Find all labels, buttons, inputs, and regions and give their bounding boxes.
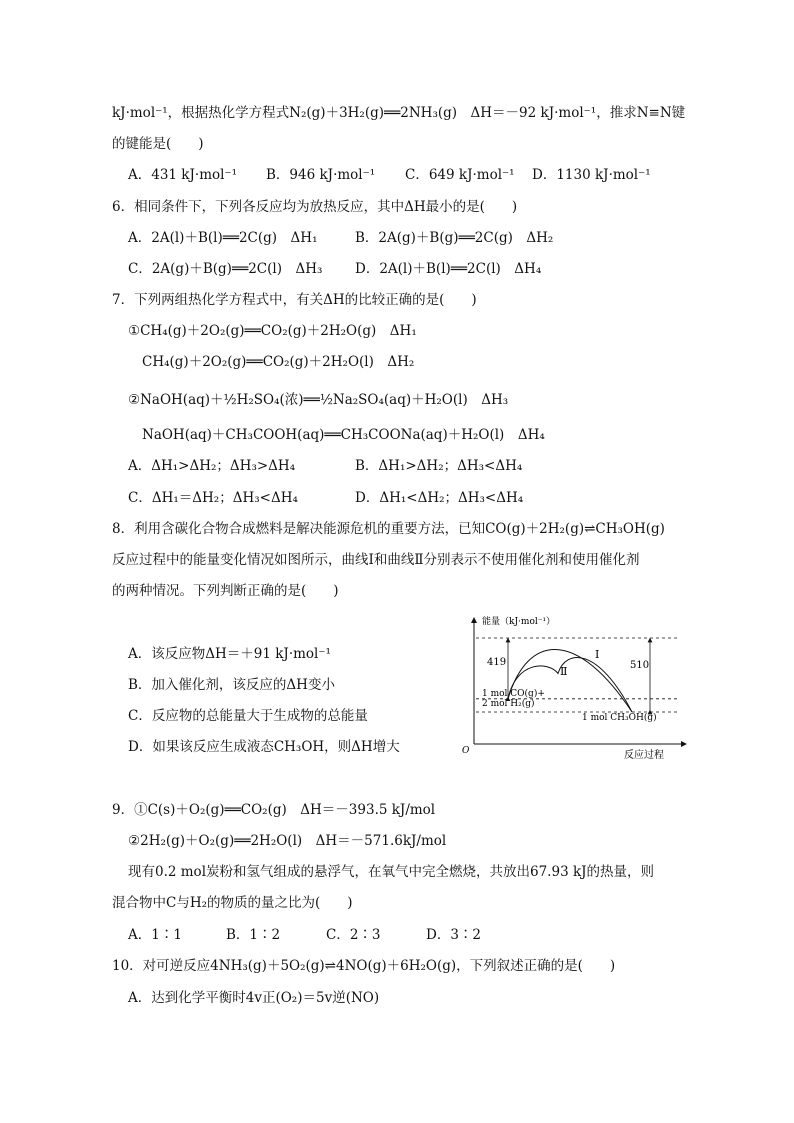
origin-label: O <box>462 746 470 756</box>
y-axis-label: 能量（kJ·mol⁻¹） <box>482 617 556 627</box>
q8-option-a[interactable]: A．该反应物ΔH＝＋91 kJ·mol⁻¹ <box>128 646 331 662</box>
q6-option-c[interactable]: C．2A(g)＋B(g)══2C(l) ΔH₃ <box>128 261 323 277</box>
product-label: 1 mol CH₃OH(g) <box>582 713 657 723</box>
reactant-label-2: 2 mol H₂(g) <box>482 699 535 709</box>
q7-option-d[interactable]: D．ΔH₁<ΔH₂；ΔH₃<ΔH₄ <box>355 490 524 506</box>
q6-stem: 6．相同条件下，下列各反应均为放热反应，其中ΔH最小的是( ) <box>112 199 518 215</box>
q7-equation-4: NaOH(aq)＋CH₃COOH(aq)══CH₃COONa(aq)＋H₂O(l) ΔH₄ <box>142 427 545 443</box>
q9-option-a[interactable]: A．1∶1 <box>128 927 182 943</box>
q6-option-b[interactable]: B．2A(g)＋B(g)══2C(g) ΔH₂ <box>355 230 554 246</box>
q5-option-d[interactable]: D．1130 kJ·mol⁻¹ <box>532 167 651 183</box>
q5-option-a[interactable]: A．431 kJ·mol⁻¹ <box>128 167 237 183</box>
q6-option-d[interactable]: D．2A(l)＋B(l)══2C(l) ΔH₄ <box>355 261 542 277</box>
q7-equation-1: ①CH₄(g)＋2O₂(g)══CO₂(g)＋2H₂O(g) ΔH₁ <box>128 323 417 339</box>
q5-line1: kJ·mol⁻¹，根据热化学方程式N₂(g)＋3H₂(g)══2NH₃(g) ΔH＝－92 kJ·mol⁻¹，推求N≡N键 <box>112 105 686 121</box>
energy-510-label: 510 <box>630 660 650 671</box>
q8-stem-line2: 反应过程中的能量变化情况如图所示，曲线Ⅰ和曲线Ⅱ分别表示不使用催化剂和使用催化剂 <box>112 552 640 568</box>
q7-stem: 7．下列两组热化学方程式中，有关ΔH的比较正确的是( ) <box>112 292 477 308</box>
q9-equation-1: 9．①C(s)＋O₂(g)══CO₂(g) ΔH＝－393.5 kJ/mol <box>112 802 436 818</box>
q7-equation-3: ②NaOH(aq)＋½H₂SO₄(浓)══½Na₂SO₄(aq)＋H₂O(l) ΔH₃ <box>128 392 509 408</box>
q9-option-c[interactable]: C．2∶3 <box>326 927 381 943</box>
curve-II-label: Ⅱ <box>560 665 568 678</box>
q7-equation-2: CH₄(g)＋2O₂(g)══CO₂(g)＋2H₂O(l) ΔH₂ <box>142 354 415 370</box>
q5-line2: 的键能是( ) <box>112 136 204 152</box>
energy-diagram <box>462 612 692 762</box>
reactant-label-1: 1 mol CO(g)+ <box>482 689 545 699</box>
q5-option-b[interactable]: B．946 kJ·mol⁻¹ <box>266 167 376 183</box>
q8-stem-line3: 的两种情况。下列判断正确的是( ) <box>112 583 339 599</box>
q8-option-d[interactable]: D．如果该反应生成液态CH₃OH，则ΔH增大 <box>128 739 400 755</box>
q8-stem-line1: 8．利用含碳化合物合成燃料是解决能源危机的重要方法，已知CO(g)＋2H₂(g)⇌CH₃OH(g) <box>112 521 665 537</box>
q9-option-d[interactable]: D．3∶2 <box>426 927 482 943</box>
curve-I-label: Ⅰ <box>595 648 600 661</box>
energy-419-label: 419 <box>487 657 507 668</box>
q7-option-c[interactable]: C．ΔH₁＝ΔH₂；ΔH₃<ΔH₄ <box>128 490 298 506</box>
q7-option-b[interactable]: B．ΔH₁>ΔH₂；ΔH₃<ΔH₄ <box>355 458 523 474</box>
q8-option-b[interactable]: B．加入催化剂，该反应的ΔH变小 <box>128 677 335 693</box>
q9-stem-line2: 混合物中C与H₂的物质的量之比为( ) <box>112 895 353 911</box>
q5-option-c[interactable]: C．649 kJ·mol⁻¹ <box>405 167 515 183</box>
q7-option-a[interactable]: A．ΔH₁>ΔH₂；ΔH₃>ΔH₄ <box>128 458 296 474</box>
q8-option-c[interactable]: C．反应物的总能量大于生成物的总能量 <box>128 708 368 724</box>
q10-stem: 10．对可逆反应4NH₃(g)＋5O₂(g)⇌4NO(g)＋6H₂O(g)，下列叙述正确的是( ) <box>112 958 616 974</box>
q6-option-a[interactable]: A．2A(l)＋B(l)══2C(g) ΔH₁ <box>128 230 318 246</box>
q9-equation-2: ②2H₂(g)＋O₂(g)══2H₂O(l) ΔH＝－571.6kJ/mol <box>128 833 447 849</box>
q10-option-a[interactable]: A．达到化学平衡时4v正(O₂)＝5v逆(NO) <box>128 990 380 1006</box>
q9-option-b[interactable]: B．1∶2 <box>226 927 281 943</box>
q9-stem-line1: 现有0.2 mol炭粉和氢气组成的悬浮气，在氧气中完全燃烧，共放出67.93 kJ的热量，则 <box>128 864 655 880</box>
x-axis-label: 反应过程 <box>624 750 664 761</box>
